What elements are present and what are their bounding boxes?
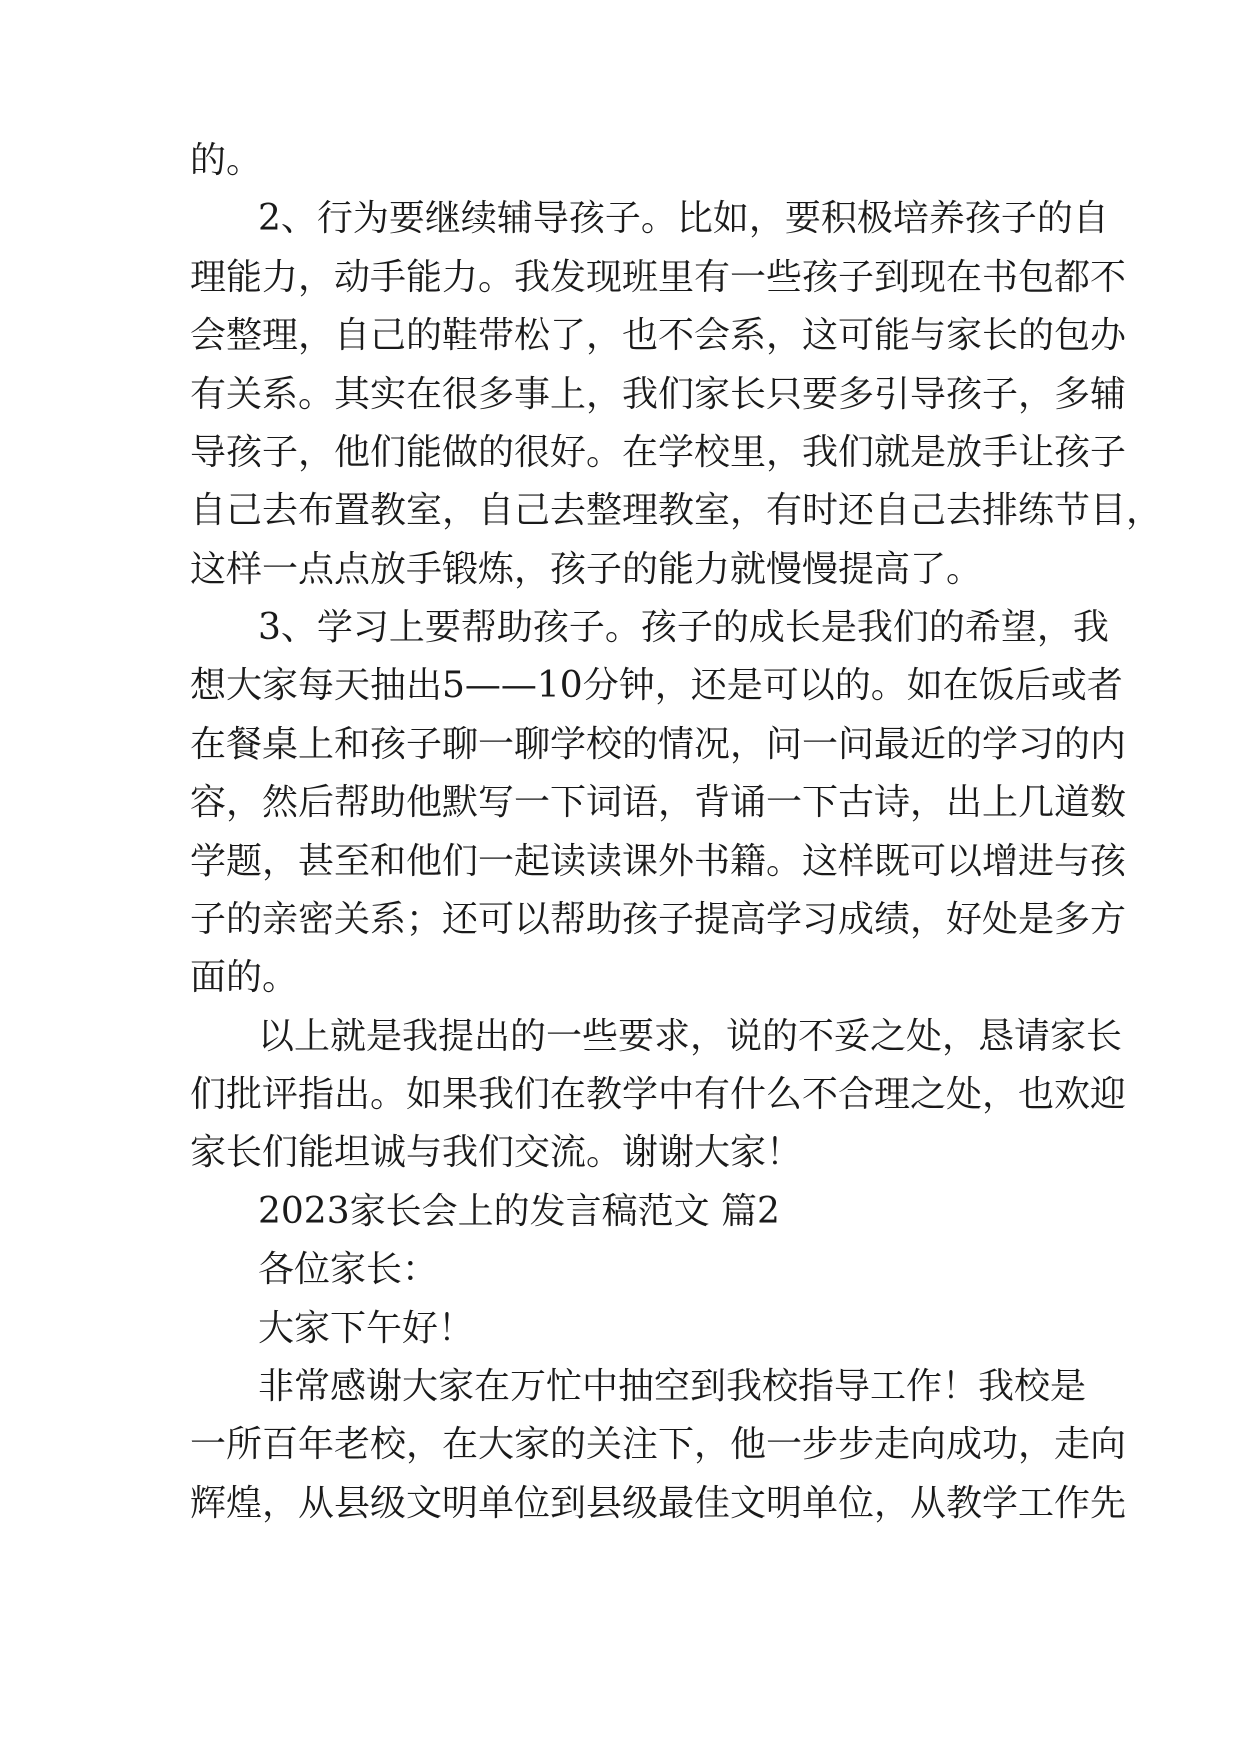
text-line: 这样一点点放手锻炼，孩子的能力就慢慢提高了。 [190,549,983,590]
text-line: 辉煌，从县级文明单位到县级最佳文明单位，从教学工作先 [190,1483,1127,1524]
salutation: 各位家长： [258,1249,439,1290]
paragraph-first-line: 3、学习上要帮助孩子。孩子的成长是我们的希望，我 [258,607,1109,648]
text-line: 想大家每天抽出5——10分钟，还是可以的。如在饭后或者 [190,665,1123,706]
text-line: 有关系。其实在很多事上，我们家长只要多引导孩子，多辅 [190,374,1127,415]
paragraph-first-line: 2、行为要继续辅导孩子。比如，要积极培养孩子的自 [258,198,1109,239]
text-line: 的。 [190,140,263,181]
greeting: 大家下午好！ [258,1308,475,1349]
text-line: 自己去布置教室，自己去整理教室，有时还自己去排练节目， [190,490,1163,531]
text-line: 面的。 [190,957,299,998]
text-line: 们批评指出。如果我们在教学中有什么不合理之处，也欢迎 [190,1074,1127,1115]
section-title: 2023家长会上的发言稿范文 篇2 [258,1191,780,1232]
paragraph-first-line: 非常感谢大家在万忙中抽空到我校指导工作！我校是 [258,1366,1087,1407]
paragraph-first-line: 以上就是我提出的一些要求，说的不妥之处，恳请家长 [258,1016,1123,1057]
text-line: 在餐桌上和孩子聊一聊学校的情况，问一问最近的学习的内 [190,724,1127,765]
text-line: 导孩子，他们能做的很好。在学校里，我们就是放手让孩子 [190,432,1127,473]
text-line: 一所百年老校，在大家的关注下，他一步步走向成功，走向 [190,1424,1127,1465]
text-line: 容，然后帮助他默写一下词语，背诵一下古诗，出上几道数 [190,782,1127,823]
text-line: 会整理，自己的鞋带松了，也不会系，这可能与家长的包办 [190,315,1127,356]
text-line: 子的亲密关系；还可以帮助孩子提高学习成绩，好处是多方 [190,899,1127,940]
text-line: 学题，甚至和他们一起读读课外书籍。这样既可以增进与孩 [190,841,1127,882]
text-line: 家长们能坦诚与我们交流。谢谢大家！ [190,1132,803,1173]
text-line: 理能力，动手能力。我发现班里有一些孩子到现在书包都不 [190,257,1127,298]
